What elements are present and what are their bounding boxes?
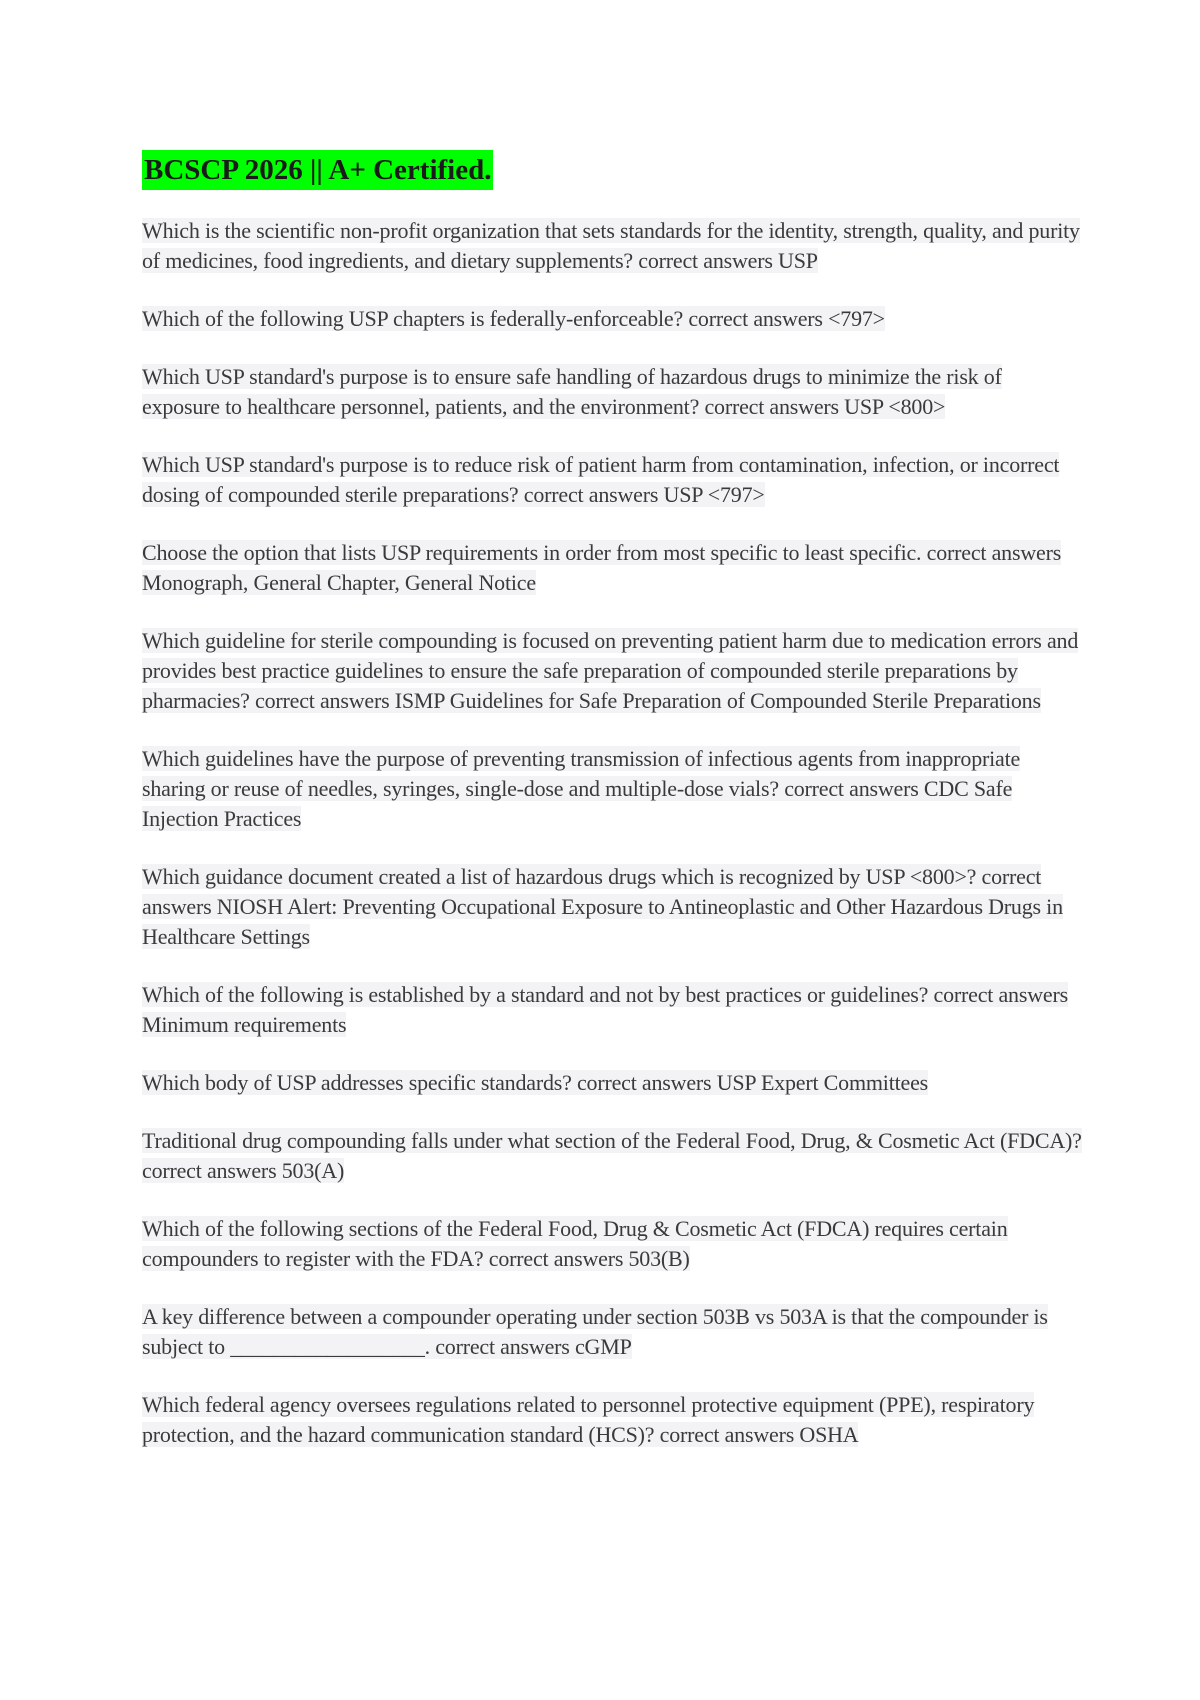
document-title: BCSCP 2026 || A+ Certified. (142, 150, 493, 190)
qa-item-6 (142, 626, 1082, 716)
qa-item-4 (142, 450, 1082, 510)
qa-text: Which guidance document created a list of hazardous drugs which is recognized by USP <800>? correct answers NIOSH Alert: Preventing Occupational Exposure to Antineoplastic and Other Hazardous Drugs in Healthcare Settings (142, 864, 1063, 949)
qa-text: Traditional drug compounding falls under what section of the Federal Food, Drug, & Cosmetic Act (FDCA)? correct answers 503(A) (142, 1128, 1082, 1183)
qa-text: Which body of USP addresses specific standards? correct answers USP Expert Committees (142, 1070, 929, 1095)
qa-item-3 (142, 362, 1082, 422)
qa-text: Which of the following is established by a standard and not by best practices or guidelines? correct answers Minimum requirements (142, 982, 1068, 1037)
qa-text: Which of the following USP chapters is federally-enforceable? correct answers <797> (142, 306, 885, 331)
qa-text: A key difference between a compounder operating under section 503B vs 503A is that the compounder is subject to __________________. correct answers cGMP (142, 1304, 1048, 1359)
qa-text: Which of the following sections of the Federal Food, Drug & Cosmetic Act (FDCA) requires certain compounders to register with the FDA? correct answers 503(B) (142, 1216, 1008, 1271)
document-page (142, 150, 1082, 1478)
qa-item-5 (142, 538, 1082, 598)
qa-text: Which USP standard's purpose is to ensure safe handling of hazardous drugs to minimize the risk of exposure to healthcare personnel, patients, and the environment? correct answers USP <800> (142, 364, 1002, 419)
qa-item-1 (142, 216, 1082, 276)
qa-text: Which USP standard's purpose is to reduce risk of patient harm from contamination, infection, or incorrect dosing of compounded sterile preparations? correct answers USP <797> (142, 452, 1060, 507)
qa-item-8 (142, 862, 1082, 952)
qa-item-10 (142, 1068, 1082, 1098)
qa-text: Which guidelines have the purpose of preventing transmission of infectious agents from inappropriate sharing or reuse of needles, syringes, single-dose and multiple-dose vials? correct answers CDC Safe Injection Practices (142, 746, 1021, 831)
qa-item-14 (142, 1390, 1082, 1450)
qa-text: Which federal agency oversees regulations related to personnel protective equipment (PPE), respiratory protection, and the hazard communication standard (HCS)? correct answers OSHA (142, 1392, 1035, 1447)
qa-text: Which guideline for sterile compounding is focused on preventing patient harm due to medication errors and provides best practice guidelines to ensure the safe preparation of compounded sterile preparations by pharmacies? correct answers ISMP Guidelines for Safe Preparation of Compounded Sterile Preparations (142, 628, 1079, 713)
qa-item-11 (142, 1126, 1082, 1186)
qa-item-12 (142, 1214, 1082, 1274)
qa-item-2 (142, 304, 1082, 334)
qa-text: Choose the option that lists USP requirements in order from most specific to least specific. correct answers Monograph, General Chapter, General Notice (142, 540, 1062, 595)
qa-item-9 (142, 980, 1082, 1040)
qa-item-13 (142, 1302, 1082, 1362)
qa-text: Which is the scientific non-profit organization that sets standards for the identity, strength, quality, and purity of medicines, food ingredients, and dietary supplements? correct answers USP (142, 218, 1080, 273)
qa-item-7 (142, 744, 1082, 834)
